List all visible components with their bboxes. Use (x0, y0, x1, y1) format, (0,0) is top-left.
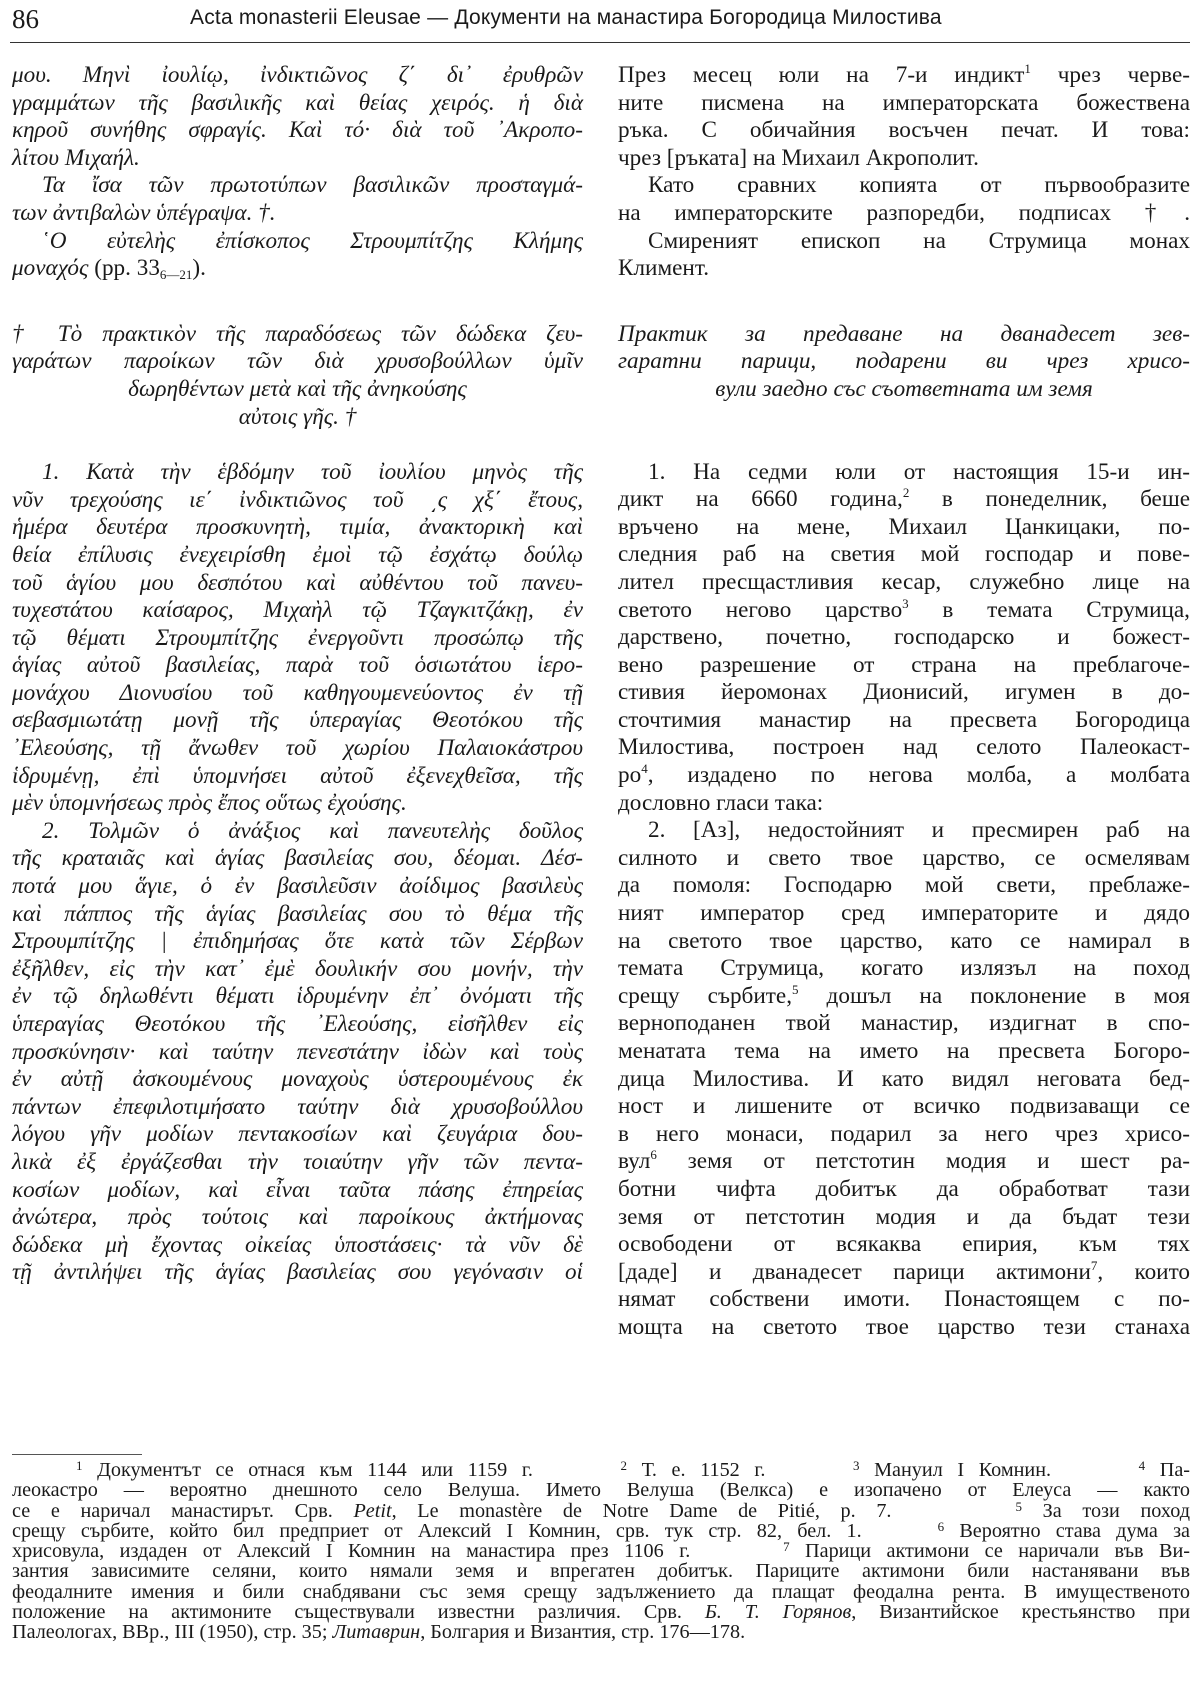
bulgarian-block-2 (618, 172, 1190, 227)
text-line (618, 1148, 1190, 1176)
footnote-ref[interactable]: 2 (902, 485, 910, 501)
text-fragment: μοναχός (12, 255, 89, 282)
bulgarian-paragraph-2 (618, 817, 1190, 1341)
footnote-number: 3 (853, 1458, 860, 1473)
text-line: Като сравних копията от първообразите (648, 172, 1190, 199)
footnote-text: се е наричал манастирът. Срв. (12, 1499, 354, 1522)
text-line: мощта на светото твое царство тези станаха (618, 1313, 1190, 1340)
text-fragment: вул (618, 1148, 651, 1175)
footnote-number: 6 (937, 1518, 945, 1534)
greek-signature (12, 228, 583, 283)
text-line: θεία ἐπίλυσις ἐνεχειρίσθη ἐμοὶ τῷ ἐσχάτῳ δούλῳ (12, 541, 583, 568)
subscript: 6—21 (159, 267, 193, 283)
text-fragment: в понеделник, беше (909, 486, 1190, 513)
footnote-number: 1 (76, 1458, 83, 1473)
text-line: 1. Κατὰ τὴν ἑβδόμην τοῦ ἰουλίου μηνὸς τῆς (42, 459, 583, 486)
text-line (618, 486, 1190, 514)
author-name: Литаврин (332, 1621, 421, 1644)
footnote-separator (12, 1454, 142, 1455)
footnote-text: , Le monastère de Notre Dame de Pitié, p. 7. (391, 1499, 892, 1522)
footnote-line (12, 1622, 1190, 1642)
text-line (618, 597, 1190, 625)
footnote-text: Парици актимони се наричали във Ви- (789, 1540, 1190, 1563)
footnote-line: зантия зависимите селяни, които нямали земя и впрегатен добитък. Париците актимони били настанявани във (12, 1560, 1190, 1583)
text-line: ἐξῆλθεν, εἰς τὴν κατ᾿ ἐμὲ δουλικήν σου μονήν, τὴν (12, 955, 583, 982)
text-line: Смиреният епископ на Струмица монах (648, 227, 1190, 254)
page-reference (94, 255, 206, 281)
text-line: 2. Τολμῶν ὁ ἀνάξιος καὶ πανευτελὴς δοῦλος (42, 817, 583, 844)
text-line: ποτά μου ἅγιε, ὁ ἐν βασιλεῦσιν ἀοίδιμος βασιλεὺς (12, 873, 583, 900)
text-fragment: , които (1097, 1258, 1190, 1285)
text-line: προσκύνησιν· καὶ ταύτην πενεστάτην ἰδὼν καὶ τοὺς (12, 1038, 583, 1065)
footnote-text: положение на актимоните съществували известни различия. Срв. (12, 1601, 705, 1624)
text-line: гаратни парици, подарени ви чрез хрисо- (618, 348, 1190, 375)
text-line: ἁγίας αὐτοῦ βασιλείας, παρὰ τοῦ ὁσιωτάτου ἱερο- (12, 652, 583, 679)
greek-paragraph-1 (12, 459, 583, 818)
greek-section-title (12, 321, 583, 431)
text-line: λόγου γῆν μοδίων πεντακοσίων καὶ ζευγάρια δου- (12, 1121, 583, 1148)
footnote-ref[interactable]: 3 (902, 595, 909, 611)
header-rule (10, 42, 1190, 43)
text-line (618, 983, 1190, 1011)
greek-paragraph-2 (12, 818, 583, 1287)
text-line: λικὰ ἐξ ἐργάζεσθαι τὴν τοιαύτην γῆν τῶν πεντα- (12, 1148, 583, 1175)
text-line: ният император сред императорите и дядо (618, 900, 1190, 927)
greek-block-1 (12, 62, 583, 172)
text-line: ῾Ο εὐτελὴς ἐπίσκοπος Στρουμπίτζης Κλήμης (42, 227, 583, 254)
text-line: ὑπεραγίας Θεοτόκου τῆς ᾿Ελεούσης, εἰσῆλθεν εἰς (12, 1011, 583, 1037)
footnote-line: леокастро — вероятно днешното село Велуша. Името Велуша (Велкса) е изопачено от Елеуса — както (12, 1479, 1190, 1502)
text-line: освободени от всякаква епирия, към тях (618, 1231, 1190, 1258)
text-line: Στρουμπίτζης | ἐπιδημήσας ὅτε κατὰ τῶν Σέρβων (12, 928, 583, 955)
text-fragment: (pp. 33 (94, 255, 160, 282)
text-line: σεβασμιωτάτῃ μονῇ τῆς ὑπεραγίας Θεοτόκου τῆς (12, 707, 583, 734)
footnote-number: 4 (1138, 1458, 1146, 1473)
text-line: Практик за предаване на дванадесет зев- (618, 320, 1190, 347)
text-fragment: срещу сърбите, (618, 982, 792, 1009)
text-line: дословно гласи така: (618, 789, 824, 816)
page-header (10, 4, 1190, 44)
footnote-line (12, 1518, 1191, 1542)
text-line: ност и лишените от всичко подвизаващи се (618, 1093, 1190, 1120)
text-line: менатата тема на името на пресвета Богоро- (618, 1038, 1190, 1064)
text-line: λίτου Μιχαήλ. (12, 144, 140, 171)
text-line: вули заедно със съответната им земя (715, 375, 1093, 402)
text-line: вено разрешение от страна на преблагоче- (618, 651, 1190, 678)
text-line (12, 255, 583, 283)
text-line: ἐν τῷ δηλωθέντι θέματι ἱδρυμένην ἐπ᾿ ὀνόματι τῆς (12, 983, 583, 1010)
text-line: Климент. (618, 255, 710, 282)
text-line: Милостива, построен над селото Палеокаст- (618, 734, 1190, 761)
bulgarian-paragraph-1 (618, 459, 1190, 818)
text-line (618, 762, 1190, 790)
text-fragment: , издадено по негова молба, а молбата (647, 762, 1190, 789)
text-fragment: ро (618, 762, 642, 789)
text-line: δωρηθέντων μετὰ καὶ τῆς ἀνηκούσης (128, 375, 467, 402)
footnote-ref[interactable]: 6 (650, 1147, 657, 1163)
text-fragment: ). (192, 255, 206, 282)
text-line: на светото твое царство, като се намирал в (618, 927, 1190, 954)
footnote-text: Мануил I Комнин. (859, 1459, 1052, 1481)
text-fragment: земя от петстотин модия и шест ра- (656, 1148, 1190, 1175)
text-line: των ἀντιβαλὼν ὑπέγραψα. †. (12, 199, 276, 226)
text-fragment: светото негово царство (618, 596, 903, 623)
text-line: † Τὸ πρακτικὸν τῆς παραδόσεως τῶν δώδεκα ζευ- (12, 320, 583, 347)
footnote-text: Документът се отнася към 1144 или 1159 г. (82, 1459, 533, 1481)
text-line: τυχεστάτου καίσαρος, Μιχαὴλ τῷ Τζαγκιτζάκῃ, ἐν (12, 597, 583, 624)
footnote-number: 2 (620, 1458, 627, 1473)
text-line: γαράτων παροίκων τῶν διὰ χρυσοβούλλων ὑμῖν (12, 348, 583, 375)
text-line: 2. [Аз], недостойният и пресмирен раб на (648, 817, 1190, 844)
footnote-text: срещу сърбите, който бил предприет от Алексий I Комнин, срв. тук стр. 82, бел. 1. (12, 1519, 862, 1542)
greek-block-2 (12, 172, 583, 227)
footnote-text: Па- (1145, 1459, 1191, 1481)
text-line: αὐτοις γῆς. † (238, 403, 357, 430)
bulgarian-block-1 (618, 62, 1190, 172)
footnote-text: Палеологах, ВВр., III (1950), стр. 35; (12, 1621, 333, 1644)
text-fragment: в темата Струмица, (908, 596, 1190, 623)
author-name: Petit (353, 1499, 392, 1522)
footnote-ref[interactable]: 4 (641, 761, 648, 777)
text-line: връчено на мене, Михаил Цанкицаки, по- (618, 513, 1190, 540)
footnote-line: феодалните имения и били снабдявани със земя срещу задължението да плащат феодална рента. В имущественото (12, 1580, 1190, 1603)
footnote-line (12, 1541, 1190, 1561)
footnote-text: хрисовула, издаден от Алексий I Комнин на манастира през 1106 г. (12, 1540, 691, 1563)
footnote-text: Вероятно става дума за (944, 1519, 1191, 1542)
text-fragment: дошъл на поклонение в моя (798, 982, 1190, 1009)
bulgarian-signature (618, 228, 1190, 283)
text-line: τῷ θέματι Στρουμπίτζης ἐνεργοῦντι προσώπῳ τῆς (12, 624, 583, 651)
text-line: καὶ πάππος τῆς ἁγίας βασιλείας σου τὸ θέμα τῆς (12, 900, 583, 927)
text-line: дарствено, почетно, господарско и божест- (618, 624, 1190, 651)
text-line: темата Струмица, когато излязъл на поход (618, 955, 1190, 982)
text-fragment: чрез черве- (1030, 62, 1190, 88)
text-line: μου. Μηνὶ ἰουλίῳ, ἰνδικτιῶνος ζ΄ δι᾿ ἐρυθρῶν (12, 62, 583, 88)
text-line: верноподанен твой манастир, издигнат в спо- (618, 1010, 1190, 1037)
text-line: ᾿Ελεούσης, τῇ ἄνωθεν τοῦ χωρίου Παλαιοκάστρου (12, 735, 583, 762)
text-fragment: През месец юли на 7-и индикт (618, 62, 1025, 88)
text-line: τοῦ ἁγίου μου δεσπότου καὶ αὐθέντου τοῦ πανευ- (12, 569, 583, 596)
text-fragment: [даде] и дванадесет парици актимони (618, 1258, 1091, 1285)
greek-column (12, 62, 583, 1287)
text-line: силното и свето твое царство, се осмелявам (618, 844, 1190, 871)
footnote-text: Т. е. 1152 г. (627, 1459, 766, 1481)
footnote-line (12, 1498, 1190, 1522)
text-line: чрез [ръката] на Михаил Акрополит. (618, 144, 979, 171)
text-line: на императорските разпоредби, подписах †. (618, 199, 1190, 226)
text-line: 1. На седми юли от настоящия 15-и ин- (648, 458, 1190, 485)
text-line: ἡμέρα δευτέρα προσκυνητὴ, τιμία, ἀνακτορικὴ καὶ (12, 514, 583, 541)
footnote-line (12, 1460, 1190, 1480)
footnote-number: 5 (1015, 1498, 1022, 1514)
text-line: нямат собствени имоти. Понастоящем с по- (618, 1286, 1190, 1313)
text-line: ните писмена на императорската божествена (618, 89, 1190, 116)
text-line: ἱδρυμένῃ, ἐπὶ ὑπομνήσει αὐτοῦ ἐξενεχθεῖσα, τῆς (12, 762, 583, 789)
text-line (618, 1259, 1190, 1287)
text-line: κηροῦ συνήθης σφραγίς. Καὶ τό· διὰ τοῦ ᾿Ακροπο- (12, 117, 583, 144)
text-line (618, 62, 1190, 90)
text-line: τῆς κραταιᾶς καὶ ἁγίας βασιλείας σου, δέομαι. Δέσ- (12, 845, 583, 872)
text-line: ἀνώτερα, πρὸς τούτοις καὶ παροίκους ἀκτήμονας (12, 1204, 583, 1231)
text-fragment: дикт на 6660 година, (618, 486, 903, 513)
footnote-line (12, 1602, 1190, 1622)
text-line: ръка. С обичайния восъчен печат. И това: (618, 117, 1190, 144)
footnote-text: , Византийское крестьянство при (851, 1601, 1190, 1624)
text-line: κοσίων μοδίων, καὶ εἶναι ταῦτα πάσης ἐπηρείας (12, 1176, 583, 1203)
text-line: ἐν αὐτῇ ἀσκουμένους μοναχοὺς ὑστερουμένους ἐκ (12, 1066, 583, 1093)
text-line: τῇ ἀντιλήψει τῆς ἁγίας βασιλείας σου γεγόνασιν οἱ (12, 1259, 583, 1286)
text-line: лител пресщастливия кесар, служебно лице на (618, 568, 1190, 595)
text-line: νῦν τρεχούσης ιε΄ ἰνδικτιῶνος τοῦ ͵ς χξ΄ ἔτους, (12, 486, 583, 513)
text-line: следния раб на светия мой господар и пове- (618, 541, 1190, 568)
text-line: сточтимия манастир на пресвета Богородица (618, 706, 1190, 733)
footnote-ref[interactable]: 7 (1090, 1257, 1098, 1273)
text-line: πάντων ἐπεφιλοτιμήσατο ταύτην διὰ χρυσοβούλλου (12, 1093, 583, 1120)
text-line: μονάχου Διονυσίου τοῦ καθηγουμενεύοντος ἐν τῇ (12, 679, 583, 706)
author-name: Б. Т. Горянов (704, 1601, 852, 1624)
text-line: μὲν ὑπομνήσεως πρὸς ἔπος οὕτως ἐχούσης. (12, 790, 407, 817)
footnote-number: 7 (783, 1539, 790, 1555)
footnote-text: , Болгария и Византия, стр. 176—178. (420, 1621, 746, 1644)
text-line: да помоля: Господарю мой свети, преблаже- (618, 872, 1190, 899)
text-line: стивия йеромонах Дионисий, игумен в до- (618, 679, 1190, 706)
text-line: γραμμάτων τῆς βασιλικῆς καὶ θείας χειρός. ἡ διὰ (12, 89, 583, 116)
footnote-ref[interactable]: 5 (792, 981, 799, 997)
text-line: Τα ἴσα τῶν πρωτοτύπων βασιλικῶν προσταγμά- (42, 172, 583, 199)
footnotes (12, 1460, 1190, 1643)
text-line: земя от петстотин модия и да бъдат тези (618, 1203, 1190, 1230)
footnote-text: За този поход (1021, 1499, 1190, 1522)
text-line: в него монаси, подарил за него чрез хрисо- (618, 1120, 1190, 1147)
page-number: 86 (12, 4, 39, 34)
running-title: Acta monasterii Eleusae — Документи на манастира Богородица Милостива (190, 6, 942, 29)
footnote-ref[interactable]: 1 (1024, 61, 1031, 76)
bulgarian-section-title (618, 321, 1190, 404)
text-line: δώδεκα μὴ ἔχοντας οἰκείας ὑποστάσεις· τὰ νῦν δὲ (12, 1231, 583, 1258)
text-line: ботни чифта добитък да обработват тази (618, 1175, 1190, 1202)
text-line: дица Милостива. И като видял неговата бед- (618, 1065, 1190, 1092)
bulgarian-column (618, 62, 1190, 1342)
